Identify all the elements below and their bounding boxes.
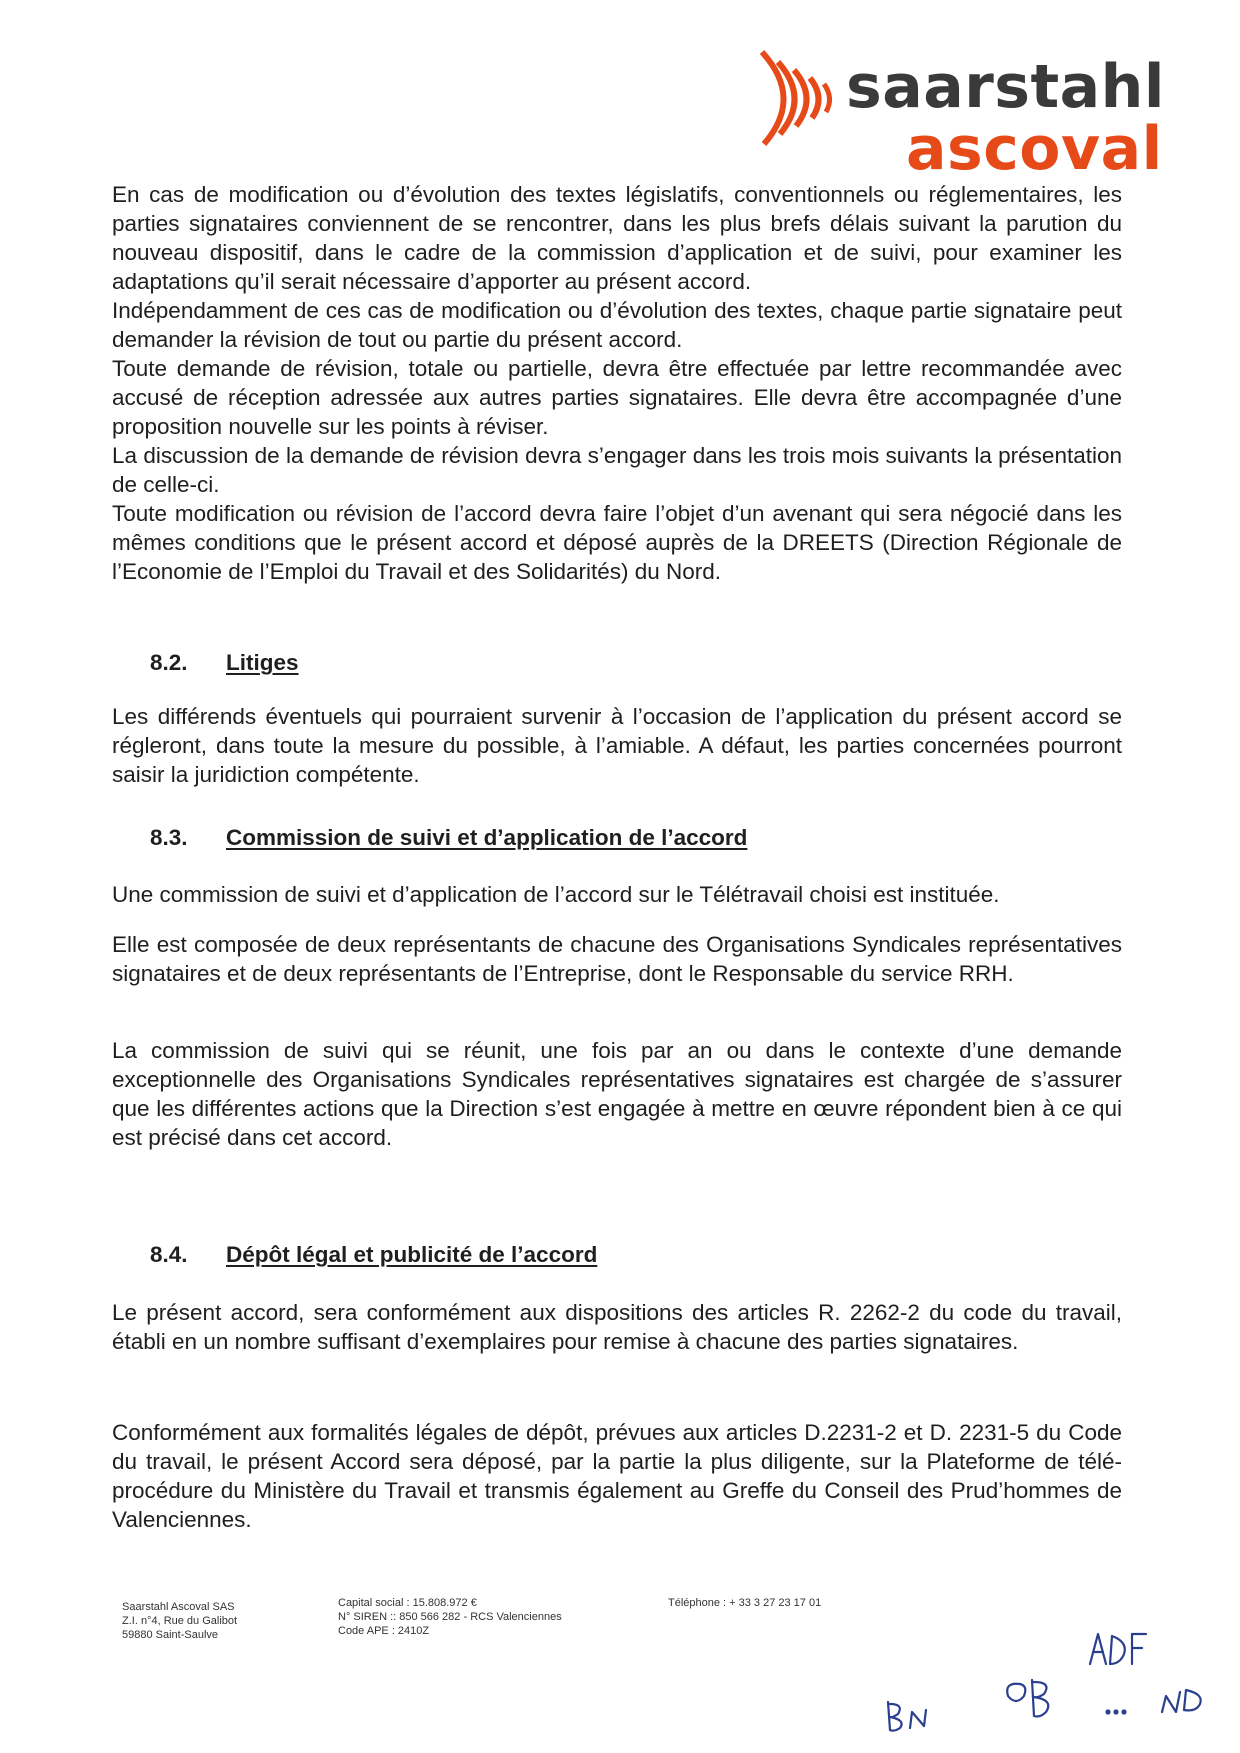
logo-swoosh-icon bbox=[758, 48, 850, 148]
section-number: 8.2. bbox=[150, 650, 188, 675]
footer-line: Téléphone : + 33 3 27 23 17 01 bbox=[668, 1597, 822, 1609]
footer-line: Z.I. n°4, Rue du Galibot bbox=[122, 1615, 238, 1627]
footer-line: Saarstahl Ascoval SAS bbox=[122, 1601, 235, 1613]
footer-company bbox=[122, 1600, 237, 1642]
paragraph: La discussion de la demande de révision devra s’engager dans les trois mois suivants la présentation de celle-ci. bbox=[112, 443, 1122, 497]
paragraph: La commission de suivi qui se réunit, une fois par an ou dans le contexte d’une demande exceptionnelle des Organisations Syndicales représentatives signataires est chargée de s’assurer que les différentes actions que la Direction s’est engagée à mettre en œuvre répondent bien à ce qui est précisé dans cet accord. bbox=[112, 1038, 1122, 1150]
section-title: Litiges bbox=[226, 650, 299, 675]
section-body-8-4 bbox=[112, 1418, 1122, 1534]
footer-line: 59880 Saint-Saulve bbox=[122, 1629, 219, 1641]
footer-line: Code APE : 2410Z bbox=[338, 1625, 430, 1637]
footer-legal bbox=[338, 1596, 562, 1638]
logo-text-ascoval: ascoval bbox=[906, 114, 1163, 184]
paragraph: Le présent accord, sera conformément aux dispositions des articles R. 2262-2 du code du travail, établi en un nombre suffisant d’exemplaires pour remise à chacune des parties signataires. bbox=[112, 1300, 1122, 1354]
section-heading-8-4 bbox=[150, 1240, 597, 1269]
section-number: 8.3. bbox=[150, 825, 188, 850]
paragraph: Indépendamment de ces cas de modification ou d’évolution des textes, chaque partie signataire peut demander la révision de tout ou partie du présent accord. bbox=[112, 298, 1122, 352]
section-body-8-2 bbox=[112, 702, 1122, 789]
paragraph: Toute demande de révision, totale ou partielle, devra être effectuée par lettre recommandée avec accusé de réception adressée aux autres parties signataires. Elle devra être accompagnée d’une proposition nouvelle sur les points à réviser. bbox=[112, 356, 1122, 439]
paragraph: Toute modification ou révision de l’accord devra faire l’objet d’un avenant qui sera négocié dans les mêmes conditions que le présent accord et déposé auprès de la DREETS (Direction Régionale de l’Economie de l’Emploi du Travail et des Solidarités) du Nord. bbox=[112, 501, 1122, 584]
section-title: Commission de suivi et d’application de l’accord bbox=[226, 825, 748, 850]
paragraph: Une commission de suivi et d’application de l’accord sur le Télétravail choisi est instituée. bbox=[112, 882, 1000, 907]
paragraph: Elle est composée de deux représentants de chacune des Organisations Syndicales représentatives signataires et de deux représentants de l’Entreprise, dont le Responsable du service RRH. bbox=[112, 932, 1122, 986]
section-body-8-3 bbox=[112, 880, 1122, 909]
paragraph: Conformément aux formalités légales de dépôt, prévues aux articles D.2231-2 et D. 2231-5 du Code du travail, le présent Accord sera déposé, par la partie la plus diligente, sur la Plateforme de télé-procédure du Ministère du Travail et transmis également au Greffe du Conseil des Prud’hommes de Valenciennes. bbox=[112, 1420, 1122, 1532]
section-heading-8-2 bbox=[150, 648, 299, 677]
handwritten-initials bbox=[870, 1620, 1210, 1740]
section-body-8-4 bbox=[112, 1298, 1122, 1356]
logo-text-saarstahl: saarstahl bbox=[846, 52, 1165, 122]
section-body-8-3 bbox=[112, 930, 1122, 988]
company-logo bbox=[758, 48, 1165, 188]
intro-text bbox=[112, 180, 1122, 586]
section-number: 8.4. bbox=[150, 1242, 188, 1267]
footer-line: Capital social : 15.808.972 € bbox=[338, 1597, 477, 1609]
paragraph: En cas de modification ou d’évolution des textes législatifs, conventionnels ou réglementaires, les parties signataires conviennent de se rencontrer, dans les plus brefs délais suivant la parution du nouveau dispositif, dans le cadre de la commission d’application et de suivi, pour examiner les adaptations qu’il serait nécessaire d’apporter au présent accord. bbox=[112, 182, 1122, 294]
section-body-8-3 bbox=[112, 1036, 1122, 1152]
section-title: Dépôt légal et publicité de l’accord bbox=[226, 1242, 598, 1267]
footer-phone bbox=[668, 1596, 821, 1610]
paragraph: Les différends éventuels qui pourraient survenir à l’occasion de l’application du présent accord se régleront, dans toute la mesure du possible, à l’amiable. A défaut, les parties concernées pourront saisir la juridiction compétente. bbox=[112, 704, 1122, 787]
section-heading-8-3 bbox=[150, 823, 747, 852]
footer-line: N° SIREN :: 850 566 282 - RCS Valenciennes bbox=[338, 1611, 562, 1623]
